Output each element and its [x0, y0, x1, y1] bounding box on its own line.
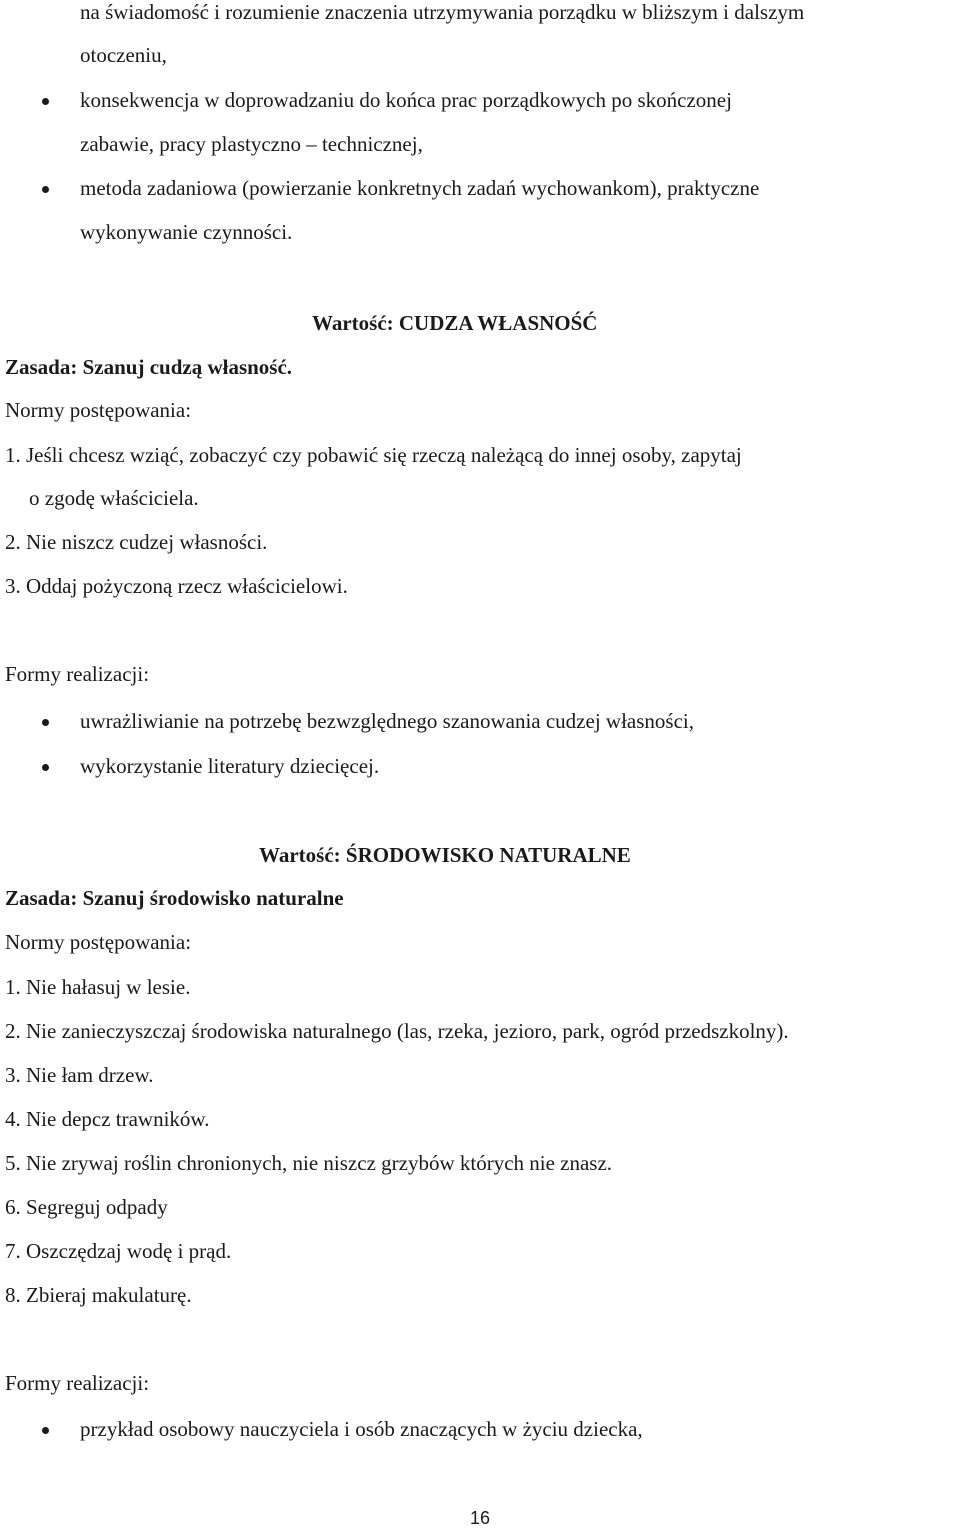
bullet-icon [42, 719, 49, 726]
section-2-norms-label: Normy postępowania: [5, 930, 192, 954]
section-1-norm-1-line-2: o zgodę właściciela. [29, 486, 199, 510]
section-1-form-1: uwrażliwianie na potrzebę bezwzględnego szanowania cudzej własności, [80, 709, 694, 733]
section-2-norm-5: 5. Nie zrywaj roślin chronionych, nie niszcz grzybów których nie znasz. [5, 1151, 613, 1175]
bullet-icon [42, 186, 49, 193]
intro-line-2: otoczeniu, [80, 43, 167, 67]
intro-bullet-1-line-1: konsekwencja w doprowadzaniu do końca prac porządkowych po skończonej [80, 88, 732, 112]
intro-bullet-1-line-2: zabawie, pracy plastyczno – technicznej, [80, 132, 423, 156]
section-2-rule: Zasada: Szanuj środowisko naturalne [5, 886, 344, 910]
section-1-norms-label: Normy postępowania: [5, 398, 192, 422]
bullet-icon [42, 98, 49, 105]
section-2-norm-4: 4. Nie depcz trawników. [5, 1107, 210, 1131]
section-2-norm-1: 1. Nie hałasuj w lesie. [5, 975, 191, 999]
bullet-icon [42, 1427, 49, 1434]
section-1-form-2: wykorzystanie literatury dziecięcej. [80, 754, 380, 778]
section-2-value-heading: Wartość: ŚRODOWISKO NATURALNE [259, 843, 631, 867]
section-2-norm-7: 7. Oszczędzaj wodę i prąd. [5, 1239, 232, 1263]
section-2-norm-3: 3. Nie łam drzew. [5, 1063, 154, 1087]
section-1-forms-label: Formy realizacji: [5, 662, 150, 686]
section-2-norm-2: 2. Nie zanieczyszczaj środowiska naturalnego (las, rzeka, jezioro, park, ogród przedszkolny). [5, 1019, 789, 1043]
section-1-norm-2: 2. Nie niszcz cudzej własności. [5, 530, 268, 554]
intro-line-1: na świadomość i rozumienie znaczenia utrzymywania porządku w bliższym i dalszym [80, 0, 805, 24]
bullet-icon [42, 764, 49, 771]
intro-bullet-2-line-1: metoda zadaniowa (powierzanie konkretnych zadań wychowankom), praktyczne [80, 176, 760, 200]
section-2-form-1: przykład osobowy nauczyciela i osób znaczących w życiu dziecka, [80, 1417, 643, 1441]
section-1-norm-1-line-1: 1. Jeśli chcesz wziąć, zobaczyć czy pobawić się rzeczą należącą do innej osoby, zapytaj [5, 443, 742, 467]
page-number: 16 [469, 1508, 491, 1528]
section-1-rule: Zasada: Szanuj cudzą własność. [5, 355, 293, 379]
section-2-norm-6: 6. Segreguj odpady [5, 1195, 168, 1219]
section-2-norm-8: 8. Zbieraj makulaturę. [5, 1283, 192, 1307]
section-2-forms-label: Formy realizacji: [5, 1371, 150, 1395]
section-1-value-heading: Wartość: CUDZA WŁASNOŚĆ [312, 311, 598, 335]
intro-bullet-2-line-2: wykonywanie czynności. [80, 220, 293, 244]
section-1-norm-3: 3. Oddaj pożyczoną rzecz właścicielowi. [5, 574, 348, 598]
